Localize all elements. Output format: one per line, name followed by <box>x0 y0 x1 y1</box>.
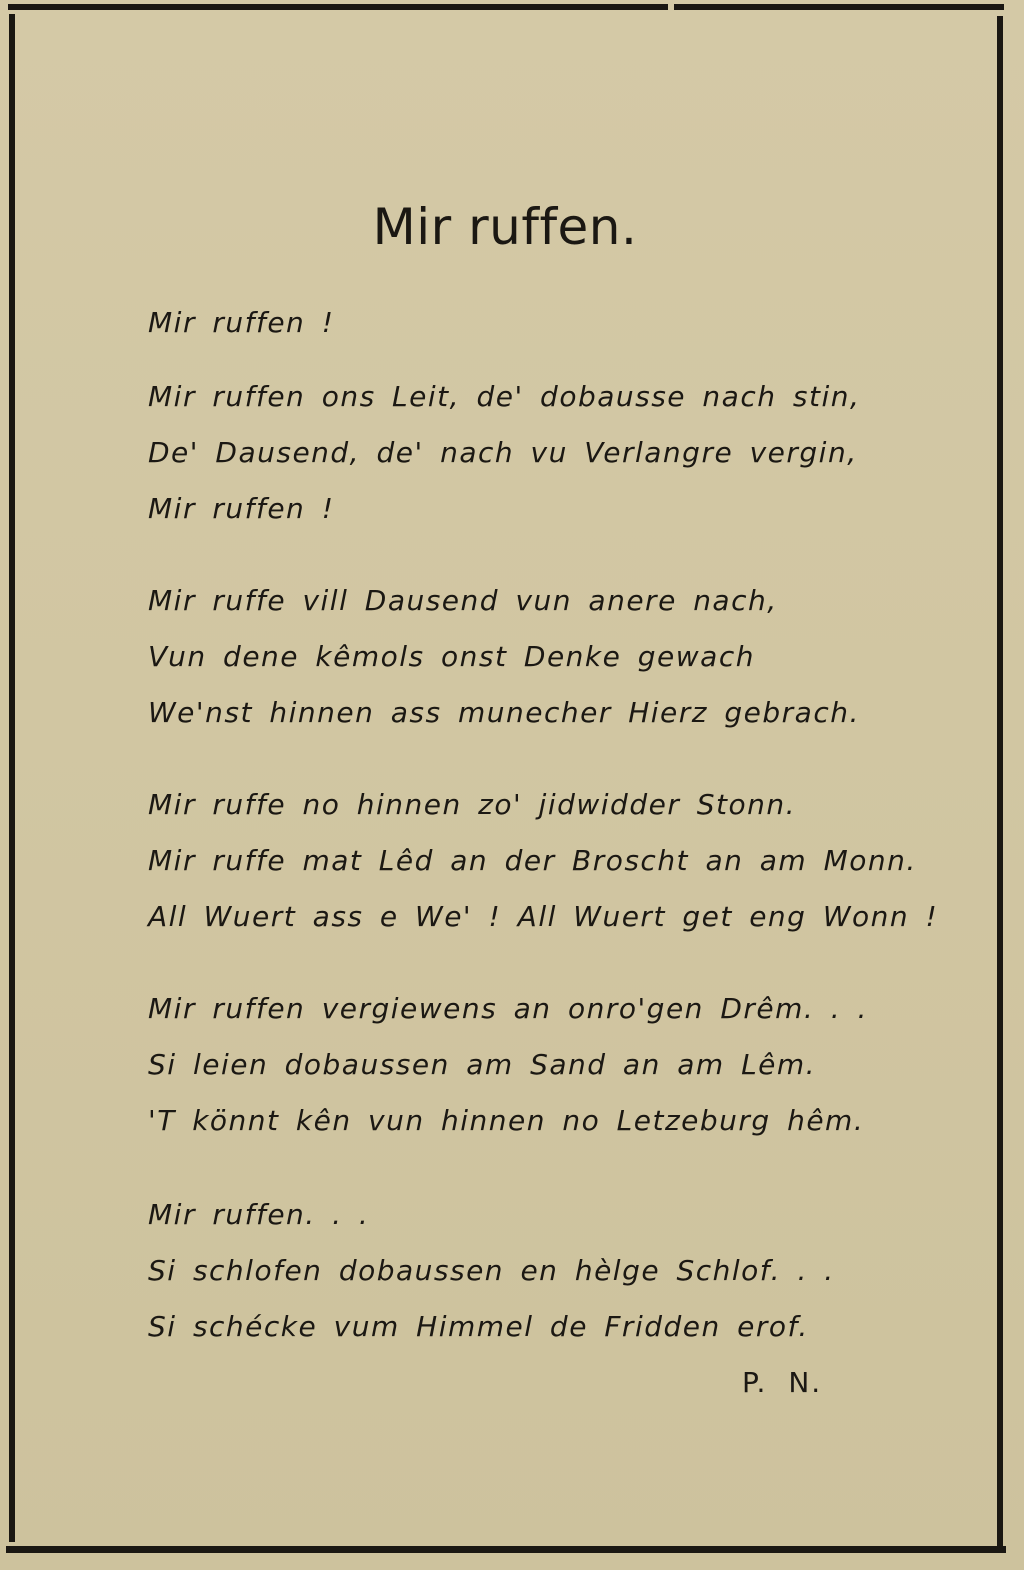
poem-line: Si schécke vum Himmel de Fridden erof. <box>148 1310 809 1343</box>
frame-top-gap <box>668 2 674 12</box>
poem-line: All Wuert ass e We' ! All Wuert get eng Wonn ! <box>148 900 939 933</box>
poem-line: De' Dausend, de' nach vu Verlangre vergin, <box>148 436 858 469</box>
poem-line: Mir ruffen vergiewens an onro'gen Drêm. . . <box>148 992 868 1025</box>
frame-top-rule <box>8 4 1004 10</box>
poem-line: Si schlofen dobaussen en hèlge Schlof. . . <box>148 1254 835 1287</box>
poem-line: Mir ruffe vill Dausend vun anere nach, <box>148 584 778 617</box>
poem-title: Mir ruffen. <box>372 198 638 256</box>
poem-line: Vun dene kêmols onst Denke gewach <box>148 640 755 673</box>
poem-line: Mir ruffen ! <box>148 492 335 525</box>
frame-bottom-rule <box>6 1546 1006 1553</box>
poem-line: Mir ruffen ons Leit, de' dobausse nach stin, <box>148 380 861 413</box>
poem-line: Mir ruffe no hinnen zo' jidwidder Stonn. <box>148 788 797 821</box>
poem-line: Mir ruffe mat Lêd an der Broscht an am Monn. <box>148 844 917 877</box>
author-initials: P. N. <box>742 1366 823 1399</box>
poem-line: 'T könnt kên vun hinnen no Letzeburg hêm. <box>148 1104 865 1137</box>
poem-line: We'nst hinnen ass munecher Hierz gebrach. <box>148 696 860 729</box>
poem-line: Mir ruffen ! <box>148 306 335 339</box>
poem-line: Mir ruffen. . . <box>148 1198 370 1231</box>
poem-line: Si leien dobaussen am Sand an am Lêm. <box>148 1048 817 1081</box>
